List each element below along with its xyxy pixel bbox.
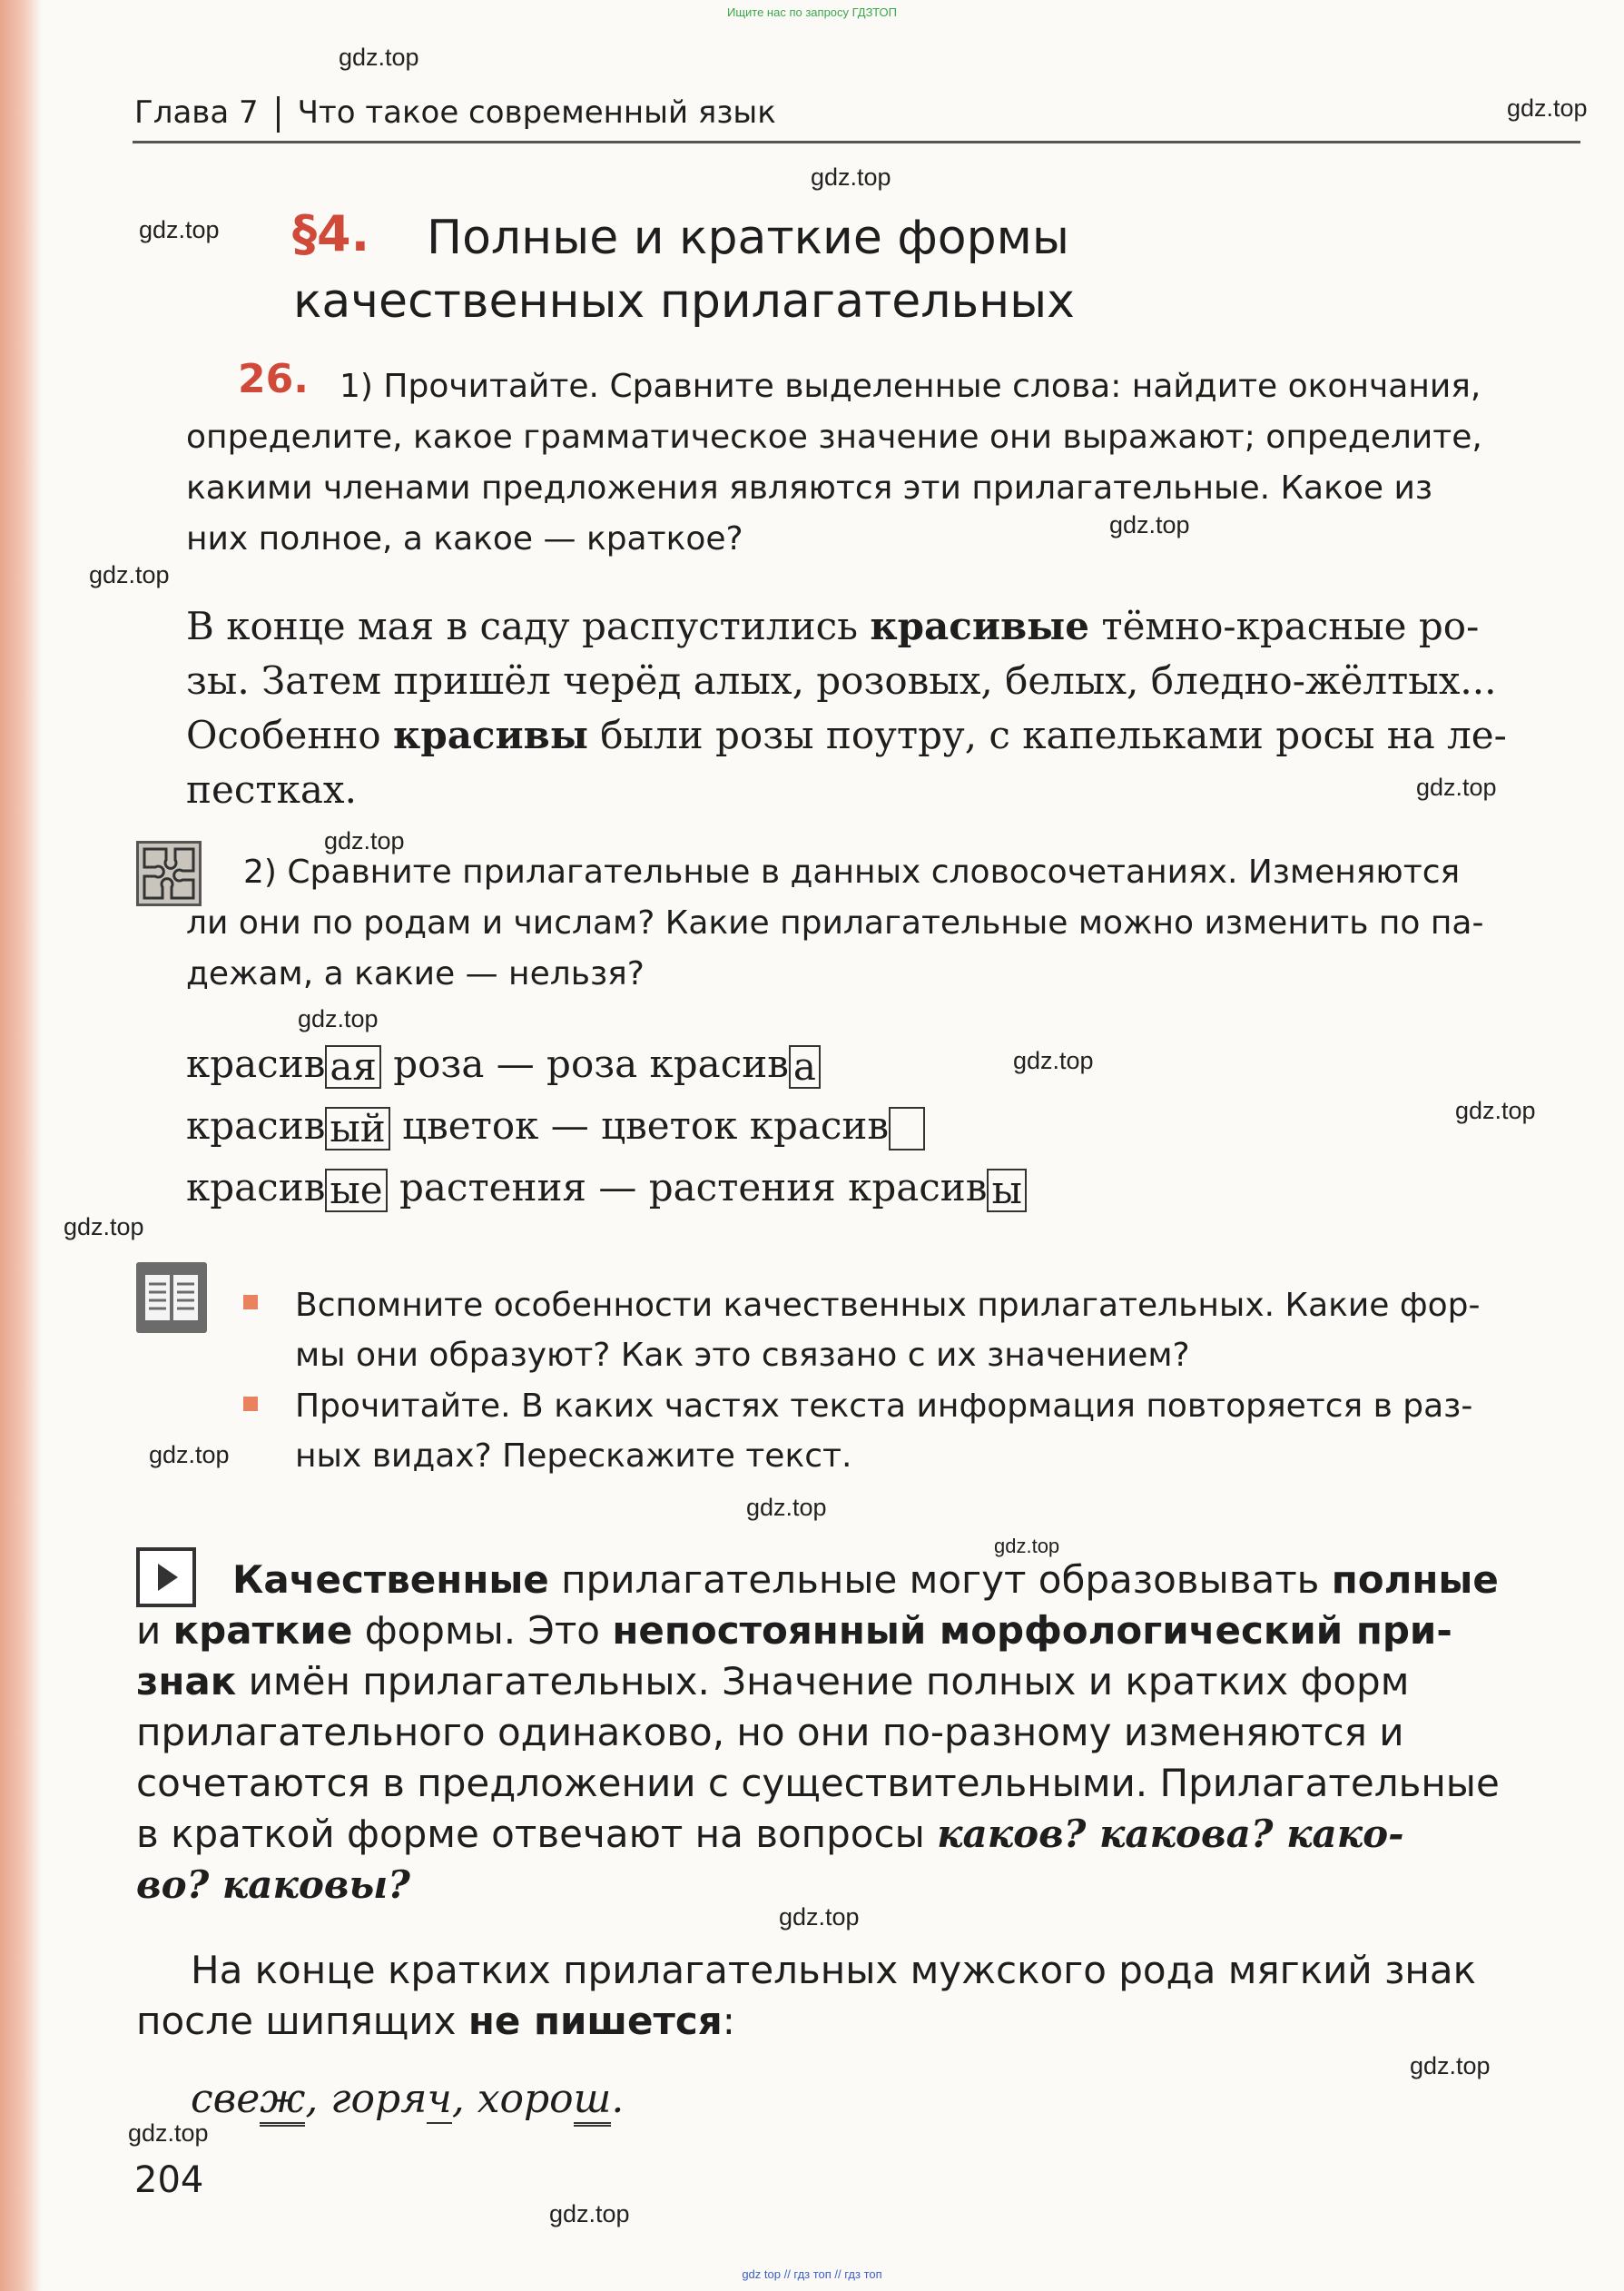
watermark: gdz.top xyxy=(89,561,170,588)
ending-box: а xyxy=(789,1045,821,1089)
page-number: 204 xyxy=(134,2159,204,2201)
rule-line5: сочетаются в предложении с существительными. Прилагательные xyxy=(136,1761,1500,1805)
task1-line3: какими членами предложения являются эти прилагательные. Какое из xyxy=(186,469,1433,507)
page-edge-shadow xyxy=(0,0,42,2291)
highlight-full-form: красивые xyxy=(870,604,1089,648)
watermark: gdz.top xyxy=(746,1494,827,1521)
text-line1: В конце мая в саду распустились красивые тёмно-красные ро- xyxy=(186,604,1480,648)
watermark: gdz.top xyxy=(1455,1097,1536,1124)
rule2-line1: На конце кратких прилагательных мужского рода мягкий знак xyxy=(191,1948,1476,1992)
top-search-note: Ищите нас по запросу ГДЗТОП xyxy=(726,5,897,19)
watermark: gdz.top xyxy=(1109,511,1190,538)
running-header xyxy=(134,94,776,133)
header-rule xyxy=(133,141,1580,143)
watermark: gdz.top xyxy=(1410,2052,1491,2079)
section-title-line1: Полные и краткие формы xyxy=(427,211,1069,265)
watermark: gdz.top xyxy=(339,44,419,71)
rule-line7: во? каковы? xyxy=(136,1862,410,1907)
watermark: gdz.top xyxy=(811,163,891,191)
rule-line4: прилагательного одинаково, но они по-разному изменяются и xyxy=(136,1710,1404,1754)
highlight-short-form: красивы xyxy=(393,713,588,757)
example-word: хорош. xyxy=(477,2076,625,2127)
chapter-title: Что такое современный язык xyxy=(297,94,776,131)
text-line4: пестках. xyxy=(186,767,357,812)
watermark: gdz.top xyxy=(149,1441,230,1468)
ending-box: ый xyxy=(325,1107,389,1150)
chapter-label: Глава 7 xyxy=(134,94,259,131)
rule-line1: Качественные прилагательные могут образовывать полные xyxy=(232,1557,1499,1602)
watermark: gdz.top xyxy=(779,1903,860,1931)
watermark: gdz.top xyxy=(139,216,220,243)
phrase-pair-1: красив ая роза — роза красив а xyxy=(186,1037,821,1091)
watermark: gdz.top xyxy=(1507,94,1588,122)
watermark: gdz.top xyxy=(1416,774,1497,801)
phrase-pair-2: красив ый цветок — цветок красив xyxy=(186,1099,925,1153)
task2-line2: ли они по родам и числам? Какие прилагательные можно изменить по па- xyxy=(186,904,1484,942)
play-icon xyxy=(136,1547,196,1607)
question2-line1: Прочитайте. В каких частях текста информация повторяется в раз- xyxy=(295,1387,1473,1425)
task1-line4: них полное, а какое — краткое? xyxy=(186,520,743,558)
book-icon xyxy=(136,1262,207,1333)
question1-line1: Вспомните особенности качественных прилагательных. Какие фор- xyxy=(295,1287,1481,1324)
header-divider xyxy=(277,96,280,133)
task2-line1: 2) Сравните прилагательные в данных словосочетаниях. Изменяются xyxy=(243,854,1461,891)
text-line2: зы. Затем пришёл черёд алых, розовых, белых, бледно-жёлтых... xyxy=(186,658,1497,703)
watermark: gdz.top xyxy=(1013,1047,1094,1074)
question2-line2: ных видах? Перескажите текст. xyxy=(295,1437,852,1475)
section-number: 4. xyxy=(317,205,370,262)
example-word: горяч, xyxy=(330,2076,477,2122)
watermark: gdz.top xyxy=(549,2200,630,2227)
bottom-note: gdz top // гдз топ // гдз топ xyxy=(742,2267,882,2281)
ending-box: ы xyxy=(987,1169,1026,1212)
rule-line6: в краткой форме отвечают на вопросы каков? какова? како- xyxy=(136,1812,1404,1856)
bullet-marker xyxy=(243,1397,258,1411)
phrase-pair-3: красив ые растения — растения красив ы xyxy=(186,1160,1027,1215)
rule-line3: знак имён прилагательных. Значение полных и кратких форм xyxy=(136,1659,1410,1703)
rule-line2: и краткие формы. Это непостоянный морфологический при- xyxy=(136,1608,1452,1653)
question1-line2: мы они образуют? Как это связано с их значением? xyxy=(295,1337,1190,1374)
puzzle-icon xyxy=(136,841,202,906)
ending-box-empty xyxy=(889,1107,925,1150)
ending-box: ая xyxy=(325,1045,381,1089)
rule2-line2: после шипящих не пишется: xyxy=(136,1999,735,2043)
task1-line1: 1) Прочитайте. Сравните выделенные слова: найдите окончания, xyxy=(340,368,1481,405)
ending-box: ые xyxy=(325,1169,387,1212)
section-title-line2: качественных прилагательных xyxy=(293,274,1075,329)
watermark: gdz.top xyxy=(994,1535,1060,1557)
exercise-number: 26. xyxy=(238,356,309,402)
watermark: gdz.top xyxy=(64,1213,144,1240)
examples-line xyxy=(191,2076,624,2122)
watermark: gdz.top xyxy=(298,1005,379,1032)
watermark: gdz.top xyxy=(324,827,405,854)
bullet-marker xyxy=(243,1295,258,1309)
task2-line3: дежам, а какие — нельзя? xyxy=(186,955,645,992)
example-word: свеж, xyxy=(191,2076,330,2127)
task1-line2: определите, какое грамматическое значение они выражают; определите, xyxy=(186,419,1482,456)
text-line3: Особенно красивы были розы поутру, с капельками росы на ле- xyxy=(186,713,1507,757)
watermark: gdz.top xyxy=(128,2119,209,2147)
section-sign: §4. xyxy=(292,205,370,262)
questions-italic: каков? какова? како- xyxy=(937,1812,1404,1856)
